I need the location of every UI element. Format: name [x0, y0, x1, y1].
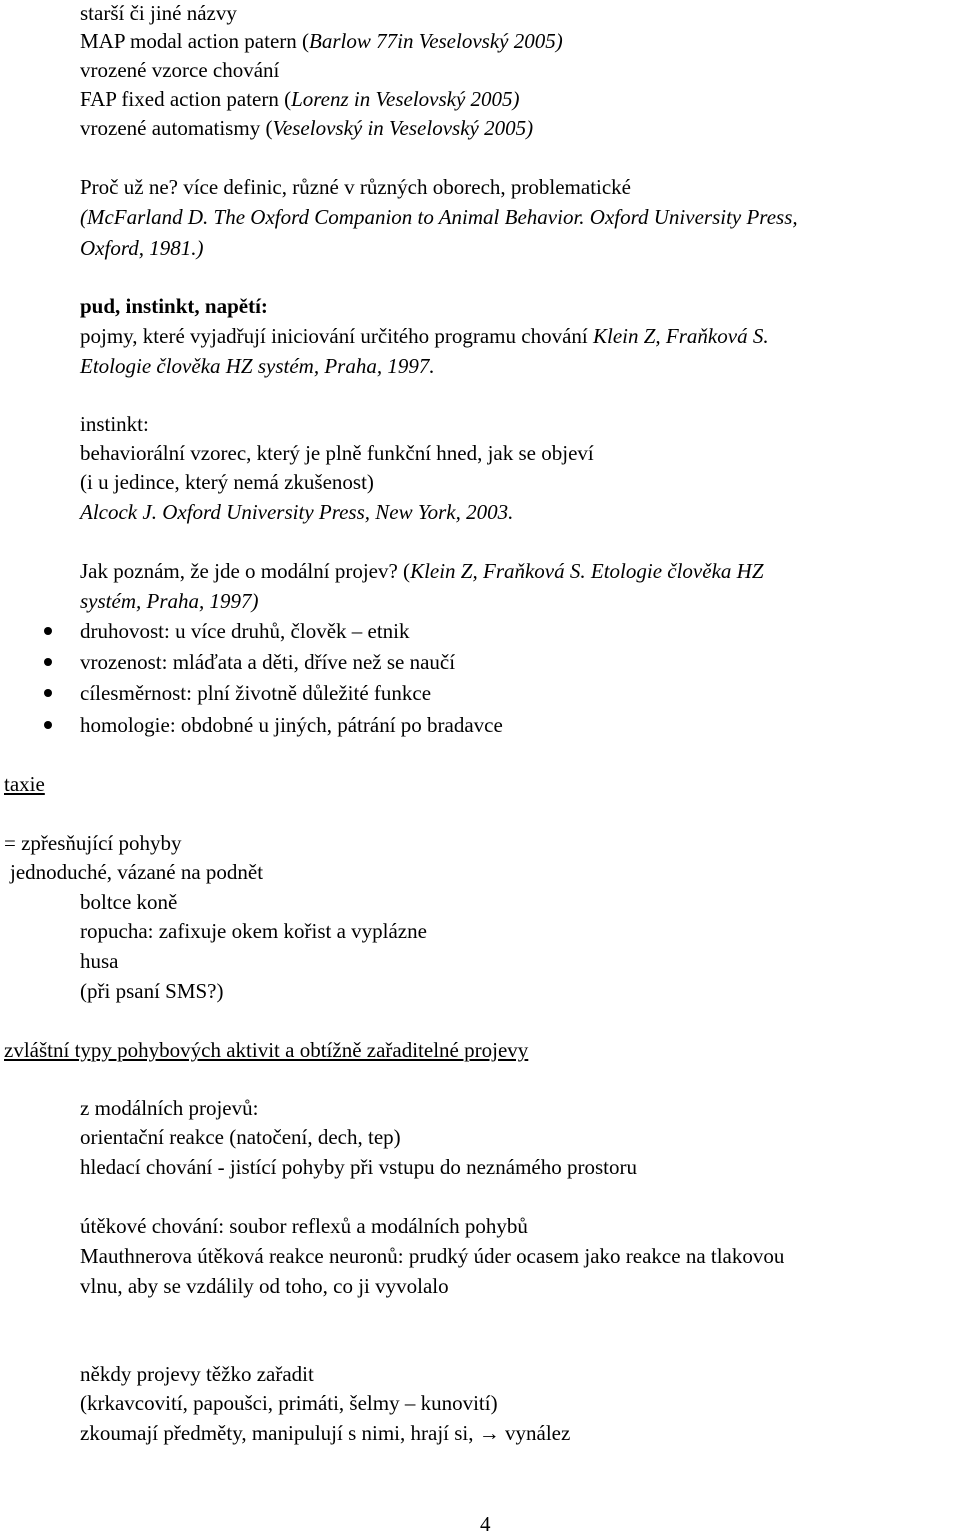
fap-citation: Lorenz in Veselovský 2005) [291, 87, 520, 111]
map-line [80, 28, 563, 54]
drive-citation-author: Klein Z, Fraňková S. [593, 324, 769, 348]
map-text: MAP modal action patern ( [80, 29, 310, 53]
taxis-definition: = zpřesňující pohyby [4, 831, 182, 855]
special-activities-heading: zvláštní typy pohybových aktivit a obtížně zařaditelné projevy [4, 1038, 529, 1062]
taxis-example-sms: (při psaní SMS?) [80, 979, 224, 1003]
instinct-heading: instinkt: [80, 412, 149, 436]
bullet-dot [44, 658, 52, 666]
fap-text: FAP fixed action patern ( [80, 87, 292, 111]
alt-names-heading: starší či jiné názvy [80, 1, 237, 25]
mauthner-line-2: vlnu, aby se vzdálily od toho, co ji vyvolalo [80, 1274, 449, 1298]
hard-to-classify-line: někdy projevy těžko zařadit [80, 1362, 314, 1386]
mcfarland-citation-2: Oxford, 1981.) [80, 236, 204, 260]
drive-citation-source: Etologie člověka HZ systém, Praha, 1997. [80, 354, 435, 378]
automatisms-citation: Veselovský in Veselovský 2005) [272, 116, 534, 140]
list-item: cílesměrnost: plní životně důležité funkce [80, 681, 432, 705]
search-behavior-line: hledací chování - jistící pohyby při vstupu do neznámého prostoru [80, 1155, 637, 1179]
drive-heading: pud, instinkt, napětí: [80, 294, 268, 318]
instinct-definition-2: (i u jedince, který nemá zkušenost) [80, 470, 374, 494]
orientation-reaction-line: orientační reakce (natočení, dech, tep) [80, 1125, 401, 1149]
automatisms-text: vrozené automatismy ( [80, 116, 273, 140]
alcock-citation: Alcock J. Oxford University Press, New York, 2003. [80, 500, 514, 524]
modal-projections-line: z modálních projevů: [80, 1096, 259, 1120]
automatisms-line [80, 115, 533, 141]
modal-question-text: Jak poznám, že jde o modální projev? ( [80, 559, 411, 583]
drive-definition [80, 323, 769, 349]
escape-behavior-line: útěkové chování: soubor reflexů a modálních pohybů [80, 1214, 528, 1238]
bullet-dot [44, 627, 52, 635]
list-item: homologie: obdobné u jiných, pátrání po bradavce [80, 713, 503, 737]
drive-definition-text: pojmy, které vyjadřují iniciování určitého programu chování [80, 324, 593, 348]
taxis-heading: taxie [4, 772, 45, 796]
fap-line [80, 86, 520, 112]
modal-question [80, 558, 764, 584]
modal-question-citation: Klein Z, Fraňková S. Etologie člověka HZ [410, 559, 764, 583]
taxis-example-toad: ropucha: zafixuje okem kořist a vyplázne [80, 919, 427, 943]
bullet-dot [44, 721, 52, 729]
map-citation: Barlow 77in Veselovský 2005) [309, 29, 563, 53]
taxis-description: jednoduché, vázané na podnět [10, 860, 264, 884]
animal-groups-line: (krkavcovití, papoušci, primáti, šelmy – kunovití) [80, 1391, 498, 1415]
mcfarland-citation-1: (McFarland D. The Oxford Companion to Animal Behavior. Oxford University Press, [80, 205, 798, 229]
list-item: druhovost: u více druhů, člověk – etnik [80, 619, 410, 643]
innate-patterns-line: vrozené vzorce chování [80, 58, 280, 82]
instinct-definition-1: behaviorální vzorec, který je plně funkční hned, jak se objeví [80, 441, 594, 465]
bullet-dot [44, 689, 52, 697]
exploration-line: zkoumají předměty, manipulují s nimi, hrají si, → vynález [80, 1421, 571, 1445]
mauthner-line-1: Mauthnerova útěková reakce neuronů: prudký úder ocasem jako reakce na tlakovou [80, 1244, 785, 1268]
why-not-line: Proč už ne? více definic, různé v různých oborech, problematické [80, 175, 632, 199]
taxis-example-horse: boltce koně [80, 890, 178, 914]
list-item: vrozenost: mláďata a děti, dříve než se naučí [80, 650, 456, 674]
page-number: 4 [480, 1512, 491, 1536]
modal-question-citation-cont: systém, Praha, 1997) [80, 589, 259, 613]
taxis-example-goose: husa [80, 949, 119, 973]
